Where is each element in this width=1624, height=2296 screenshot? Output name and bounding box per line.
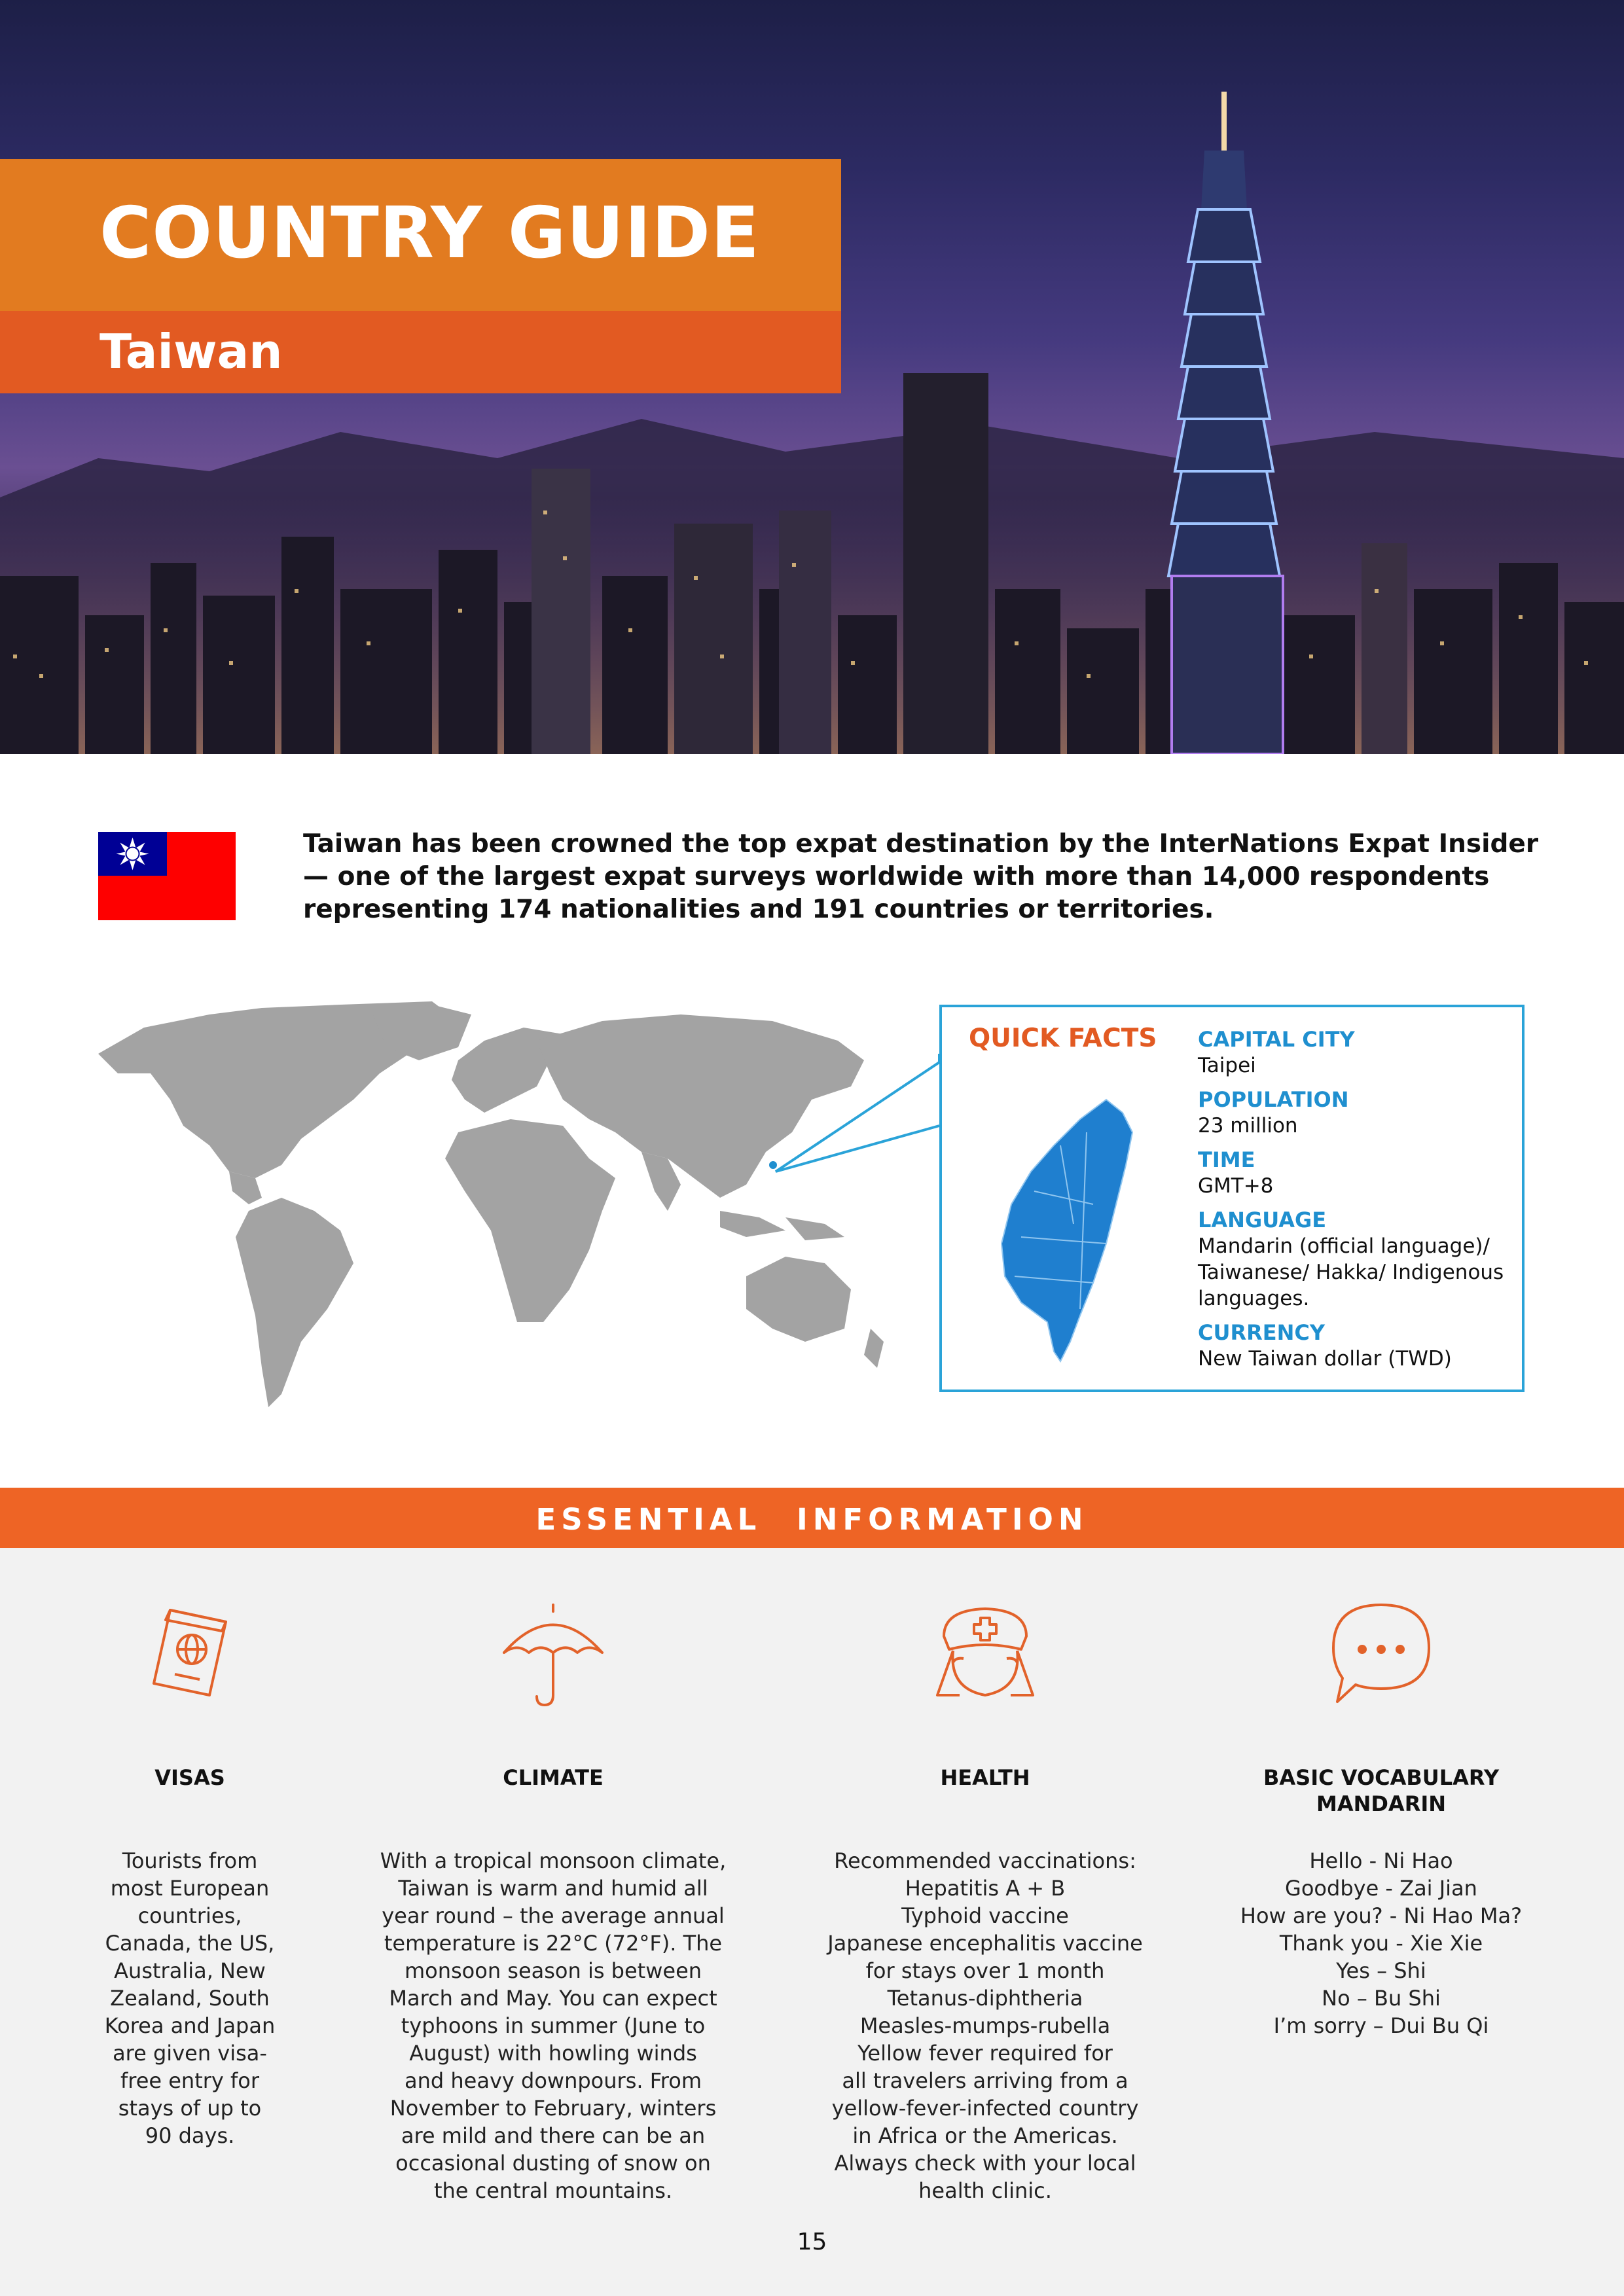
vocabulary-column xyxy=(1211,1597,1551,2038)
fact-value-population: 23 million xyxy=(1198,1114,1298,1138)
health-column xyxy=(805,1597,1165,2203)
essential-information-bar xyxy=(0,1488,1624,1548)
nurse-icon xyxy=(929,1597,1041,1708)
health-title: HEALTH xyxy=(940,1765,1030,1790)
fact-label-time: TIME xyxy=(1198,1147,1255,1172)
umbrella-icon xyxy=(497,1597,609,1708)
visas-title: VISAS xyxy=(154,1765,225,1790)
fact-label-capital: CAPITAL CITY xyxy=(1198,1027,1355,1052)
page-title: COUNTRY GUIDE xyxy=(99,192,760,274)
fact-value-capital: Taipei xyxy=(1198,1054,1256,1077)
climate-column xyxy=(373,1597,733,2203)
passport-icon xyxy=(134,1597,245,1708)
subtitle-band xyxy=(0,311,841,393)
climate-text: With a tropical monsoon climate, Taiwan is warm and humid all year round – the average annual temperature is 22°C (72°F). The monsoon season is between March and May. You can expect typhoons in summer (June to August) with howling winds and heavy downpours. From November to February, winters are mild and there can be an occasional dusting of snow on the central mountains. xyxy=(380,1848,727,2203)
intro-text: Taiwan has been crowned the top expat destination by the InterNations Expat Insider — one of the largest expat surveys worldwide with more than 14,000 respondents representing 174 nationalities and 191 countries or territories. xyxy=(303,829,1539,924)
climate-title: CLIMATE xyxy=(503,1765,604,1790)
vocabulary-title: BASIC VOCABULARY MANDARIN xyxy=(1263,1765,1499,1816)
visas-text: Tourists from most European countries, Canada, the US, Australia, New Zealand, South Korea and Japan are given visa- free entry for stays of up to 90 days. xyxy=(104,1848,276,2148)
fact-label-population: POPULATION xyxy=(1198,1087,1349,1112)
taiwan-map-icon xyxy=(995,1093,1139,1368)
world-map xyxy=(92,1001,910,1414)
fact-label-language: LANGUAGE xyxy=(1198,1208,1327,1232)
page-number: 15 xyxy=(797,2229,827,2255)
title-band xyxy=(0,159,841,311)
hero-cityscape-image xyxy=(0,0,1624,754)
health-text: Recommended vaccinations: Hepatitis A + B Typhoid vaccine Japanese encephalitis vaccine for stays over 1 month Tetanus-diphtheria Measles-mumps-rubella Yellow fever required for all travelers arriving from a yellow-fever-infected country in Africa or the Americas. Always check with your local health clinic. xyxy=(827,1848,1143,2203)
visas-column xyxy=(72,1597,308,2148)
fact-value-language: Mandarin (official language)/ Taiwanese/ Hakka/ Indigenous languages. xyxy=(1198,1234,1504,1310)
quick-facts-list xyxy=(1198,1026,1525,1380)
fact-value-currency: New Taiwan dollar (TWD) xyxy=(1198,1347,1452,1371)
taiwan-flag-icon xyxy=(98,832,236,920)
quick-facts-title: QUICK FACTS xyxy=(969,1024,1157,1053)
vocabulary-text: Hello - Ni Hao Goodbye - Zai Jian How are you? - Ni Hao Ma? Thank you - Xie Xie Yes – Shi No – Bu Shi I’m sorry – Dui Bu Qi xyxy=(1240,1848,1523,2038)
country-name: Taiwan xyxy=(99,324,283,379)
speech-bubble-icon xyxy=(1326,1597,1437,1708)
essential-information-title: ESSENTIAL INFORMATION xyxy=(535,1502,1089,1537)
fact-value-time: GMT+8 xyxy=(1198,1174,1274,1198)
fact-label-currency: CURRENCY xyxy=(1198,1320,1326,1345)
